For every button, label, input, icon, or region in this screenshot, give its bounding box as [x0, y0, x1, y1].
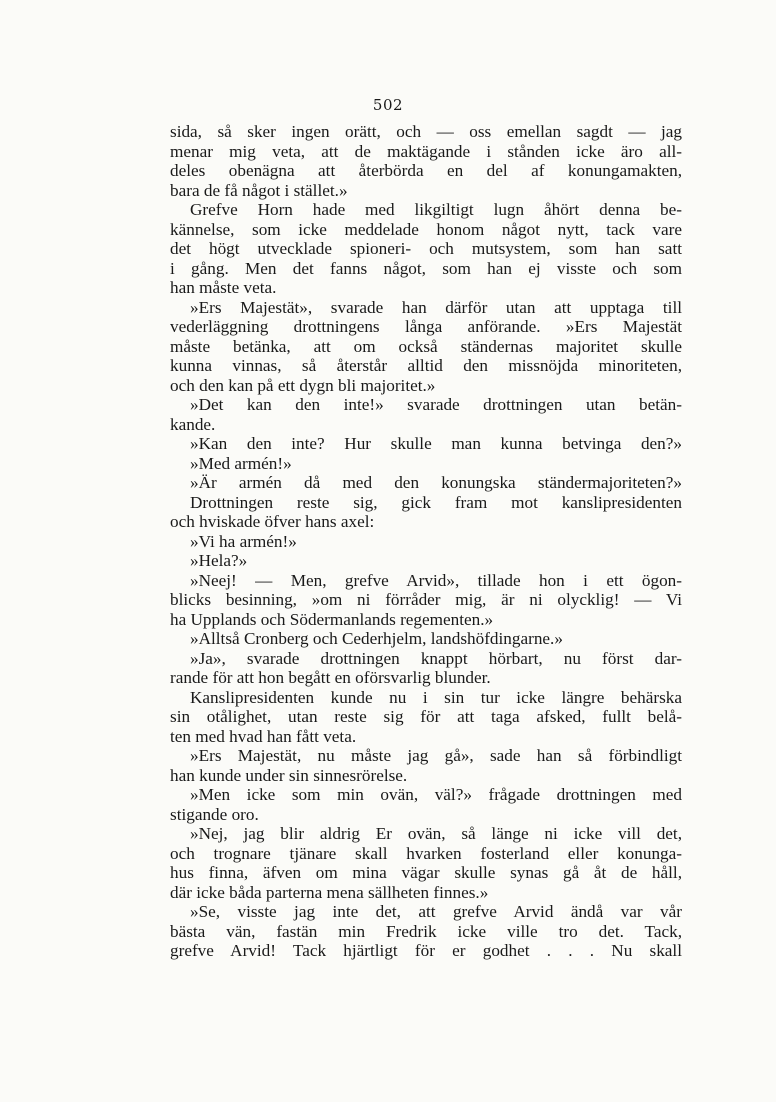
text-line: och den kan på ett dygn bli majoritet.» [170, 375, 436, 395]
text-line: kunna vinnas, så återstår alltid den missnöjda minoriteten, [170, 356, 682, 375]
text-line: vederläggning drottningens långa anförande. »Ers Majestät [170, 317, 682, 336]
text-line: »Ers Majestät, nu måste jag gå», sade han så förbindligt [190, 746, 682, 765]
text-line: Kanslipresidenten kunde nu i sin tur icke längre behärska [190, 687, 682, 707]
text-line: grefve Arvid! Tack hjärtligt för er godhet . . . Nu skall [170, 941, 682, 960]
text-line: hus finna, äfven om mina vägar skulle synas gå åt de håll, [170, 863, 682, 882]
text-line: sin otålighet, utan reste sig för att taga afsked, fullt belå- [170, 707, 682, 726]
text-line: »Hela?» [190, 551, 248, 570]
text-line: »Ers Majestät», svarade han därför utan att upptaga till [190, 297, 682, 317]
text-line: måste betänka, att om också ständernas majoritet skulle [170, 336, 682, 356]
text-line: Drottningen reste sig, gick fram mot kanslipresidenten [190, 492, 682, 512]
text-line: »Alltså Cronberg och Cederhjelm, landshöfdingarne.» [190, 629, 563, 648]
text-line: han kunde under sin sinnesrörelse. [170, 765, 408, 785]
text-line: kande. [170, 414, 216, 434]
text-line: »Det kan den inte!» svarade drottningen utan betän- [190, 395, 682, 414]
text-line: och hviskade öfver hans axel: [170, 512, 375, 531]
text-line: kännelse, som icke meddelade honom något nytt, tack vare [170, 219, 682, 239]
text-line: Grefve Horn hade med likgiltigt lugn åhört denna be- [190, 200, 682, 219]
page-number: 502 [372, 96, 404, 114]
text-line: bästa vän, fastän min Fredrik icke ville tro det. Tack, [170, 921, 682, 941]
text-line: rande för att hon begått en oförsvarlig blunder. [170, 668, 491, 687]
text-line: det högt utvecklade spioneri- och mutsystem, som han satt [170, 239, 682, 258]
text-line: »Ja», svarade drottningen knappt hörbart, nu först dar- [190, 648, 682, 668]
text-line: ten med hvad han fått veta. [170, 726, 357, 746]
text-line: »Men icke som min ovän, väl?» frågade drottningen med [190, 785, 682, 804]
text-line: bara de få något i stället.» [170, 180, 348, 200]
text-line: sida, så sker ingen orätt, och — oss emellan sagdt — jag [170, 122, 682, 141]
text-line: »Neej! — Men, grefve Arvid», tillade hon i ett ögon- [190, 570, 682, 590]
text-line: blicks besinning, »om ni förråder mig, är ni olycklig! — Vi [170, 590, 682, 609]
text-line: i gång. Men det fanns något, som han ej visste och som [170, 258, 682, 278]
text-line: »Se, visste jag inte det, att grefve Arvid ändå var vår [190, 902, 682, 921]
text-line: »Nej, jag blir aldrig Er ovän, så länge ni icke vill det, [190, 824, 682, 843]
body-text [170, 122, 682, 961]
text-line: stigande oro. [170, 804, 259, 824]
text-line: menar mig veta, att de maktägande i stånden icke äro all- [170, 141, 682, 161]
text-line: »Med armén!» [190, 453, 292, 473]
text-line: deles obenägna att återbörda en del af konungamakten, [170, 161, 682, 180]
text-line: han måste veta. [170, 278, 277, 297]
text-line: »Kan den inte? Hur skulle man kunna betvinga den?» [190, 434, 682, 453]
text-line: ha Upplands och Södermanlands regementen.» [170, 609, 494, 629]
text-line: »Vi ha armén!» [190, 531, 297, 551]
text-line: »Är armén då med den konungska ständermajoriteten?» [190, 473, 682, 492]
text-line: där icke båda parterna mena sällheten finnes.» [170, 882, 489, 902]
text-line: och trognare tjänare skall hvarken fosterland eller konunga- [170, 843, 682, 863]
